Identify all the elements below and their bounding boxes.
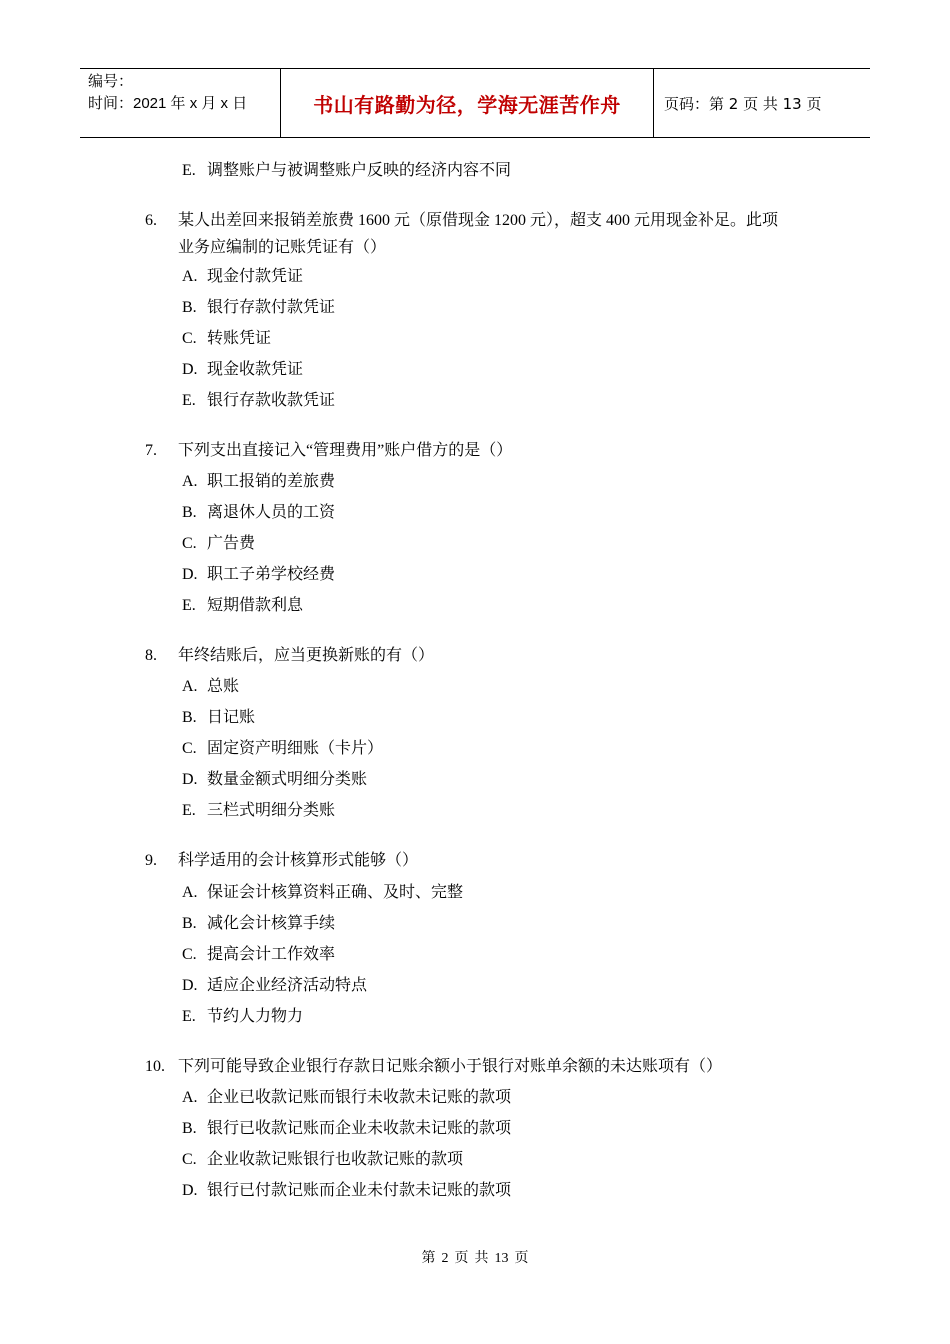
- option-text: 保证会计核算资料正确、及时、完整: [207, 884, 464, 901]
- option-letter: A.: [182, 268, 198, 285]
- list-item: [182, 976, 367, 996]
- footer-text: 第: [421, 1251, 436, 1266]
- option-text: 银行已付款记账而企业未付款未记账的款项: [207, 1182, 512, 1199]
- option-text: 银行已收款记账而企业未收款未记账的款项: [207, 1120, 512, 1137]
- option-text: 固定资产明细账（卡片）: [207, 740, 384, 757]
- footer-text: 页: [514, 1251, 529, 1266]
- option-text: 银行存款收款凭证: [207, 392, 336, 409]
- footer-text: 页: [454, 1251, 469, 1266]
- option-text: 职工报销的差旅费: [207, 473, 336, 490]
- list-item: [182, 708, 255, 728]
- document-number-label: 编号：: [88, 73, 134, 90]
- list-item: [182, 161, 511, 181]
- option-text: 适应企业经济活动特点: [207, 977, 368, 994]
- question-number: 8.: [145, 647, 157, 664]
- option-text: 调整账户与被调整账户反映的经济内容不同: [207, 162, 512, 179]
- footer-current-page: 2: [441, 1251, 449, 1266]
- option-letter: D.: [182, 977, 198, 994]
- option-letter: E.: [182, 162, 196, 179]
- option-letter: B.: [182, 709, 197, 726]
- header-page-info: 页码：第 2 页 共 13 页: [664, 94, 822, 113]
- page-header: [80, 68, 870, 138]
- question-number: 9.: [145, 852, 157, 869]
- list-item: [182, 1150, 463, 1170]
- option-letter: A.: [182, 884, 198, 901]
- option-text: 提高会计工作效率: [207, 946, 336, 963]
- option-text: 广告费: [207, 535, 256, 552]
- list-item: [182, 1007, 303, 1027]
- list-item: [182, 945, 335, 965]
- list-item: [182, 267, 303, 287]
- option-letter: E.: [182, 392, 196, 409]
- option-letter: B.: [182, 1120, 197, 1137]
- option-text: 数量金额式明细分类账: [207, 771, 368, 788]
- option-letter: C.: [182, 330, 197, 347]
- option-text: 企业已收款记账而银行未收款未记账的款项: [207, 1089, 512, 1106]
- question-number: 6.: [145, 212, 157, 229]
- list-item: [182, 801, 335, 821]
- option-text: 减化会计核算手续: [207, 915, 336, 932]
- option-text: 企业收款记账银行也收款记账的款项: [207, 1151, 464, 1168]
- document-date: 时间：2021 年 x 月 x 日: [88, 95, 248, 112]
- option-text: 转账凭证: [207, 330, 272, 347]
- question-text: 年终结账后，应当更换新账的有（）: [178, 647, 435, 664]
- list-item: [182, 1181, 511, 1201]
- page-footer: [0, 1247, 950, 1267]
- option-letter: A.: [182, 473, 198, 490]
- option-text: 总账: [207, 678, 240, 695]
- list-item: [182, 914, 335, 934]
- option-text: 现金付款凭证: [207, 268, 304, 285]
- option-letter: C.: [182, 1151, 197, 1168]
- option-text: 日记账: [207, 709, 256, 726]
- list-item: [182, 596, 303, 616]
- option-text: 现金收款凭证: [207, 361, 304, 378]
- option-text: 离退休人员的工资: [207, 504, 336, 521]
- list-item: [182, 1119, 511, 1139]
- list-item: [182, 503, 335, 523]
- list-item: [182, 360, 303, 380]
- option-letter: C.: [182, 946, 197, 963]
- list-item: [182, 472, 335, 492]
- list-item: [182, 391, 335, 411]
- option-letter: C.: [182, 740, 197, 757]
- list-item: [182, 534, 255, 554]
- option-letter: C.: [182, 535, 197, 552]
- list-item: [182, 565, 335, 585]
- option-letter: E.: [182, 802, 196, 819]
- option-letter: B.: [182, 299, 197, 316]
- header-meta: [80, 69, 281, 137]
- footer-total-pages: 13: [494, 1251, 509, 1266]
- option-text: 职工子弟学校经费: [207, 566, 336, 583]
- option-text: 银行存款付款凭证: [207, 299, 336, 316]
- footer-text: 共: [474, 1251, 489, 1266]
- list-item: [182, 1088, 511, 1108]
- option-letter: A.: [182, 1089, 198, 1106]
- header-motto: 书山有路勤为径，学海无涯苦作舟: [281, 69, 654, 137]
- option-letter: E.: [182, 597, 196, 614]
- list-item: [182, 883, 463, 903]
- question-text: 下列支出直接记入“管理费用”账户借方的是（）: [178, 442, 513, 459]
- option-letter: B.: [182, 504, 197, 521]
- list-item: [182, 677, 239, 697]
- option-letter: D.: [182, 1182, 198, 1199]
- option-letter: B.: [182, 915, 197, 932]
- question-number: 7.: [145, 442, 157, 459]
- question-text: 某人出差回来报销差旅费 1600 元（原借现金 1200 元），超支 400 元用现金补足。此项: [178, 212, 779, 229]
- list-item: [182, 770, 367, 790]
- option-letter: D.: [182, 566, 198, 583]
- list-item: [182, 329, 271, 349]
- option-letter: D.: [182, 771, 198, 788]
- option-letter: E.: [182, 1008, 196, 1025]
- option-letter: D.: [182, 361, 198, 378]
- option-text: 三栏式明细分类账: [207, 802, 336, 819]
- list-item: [182, 739, 383, 759]
- question-number: 10.: [145, 1058, 165, 1075]
- option-text: 短期借款利息: [207, 597, 304, 614]
- question-text: 下列可能导致企业银行存款日记账余额小于银行对账单余额的未达账项有（）: [178, 1058, 723, 1075]
- option-text: 节约人力物力: [207, 1008, 304, 1025]
- question-text: 科学适用的会计核算形式能够（）: [178, 852, 419, 869]
- list-item: [182, 298, 335, 318]
- option-letter: A.: [182, 678, 198, 695]
- question-text: 业务应编制的记账凭证有（）: [178, 239, 387, 256]
